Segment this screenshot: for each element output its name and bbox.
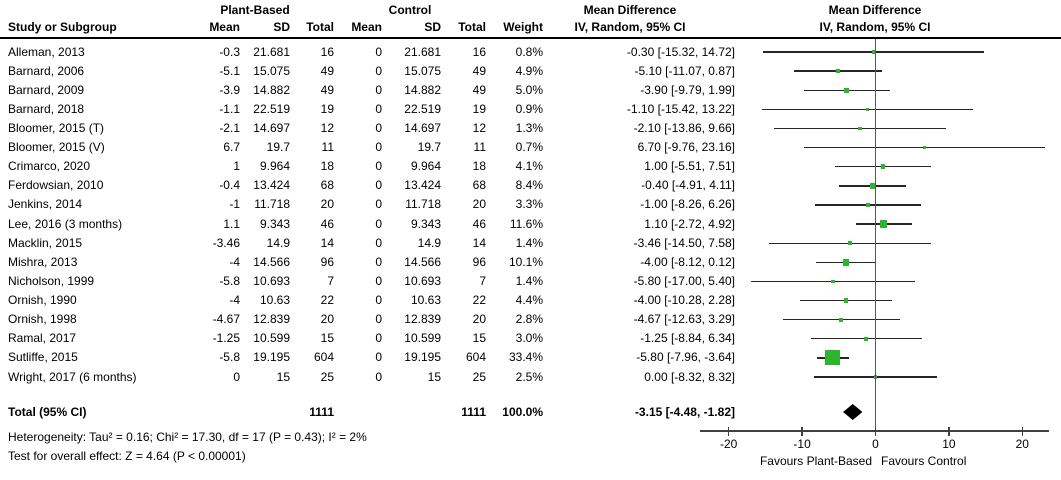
pb-mean-cell: -1 <box>229 197 240 212</box>
control-sd-cell: 19.195 <box>404 350 441 365</box>
control-sd-cell: 15 <box>427 369 441 384</box>
control-sd-cell: 9.343 <box>410 216 441 231</box>
study-name: Ornish, 1990 <box>8 293 77 308</box>
pb-mean-cell: -5.8 <box>219 273 240 288</box>
control-mean-cell: 0 <box>375 312 382 327</box>
weight-cell: 2.5% <box>515 369 543 384</box>
favours-left-label: Favours Plant-Based <box>759 454 872 468</box>
x-axis-tick-label: 20 <box>1015 437 1029 451</box>
pb-mean-cell: 1.1 <box>223 216 240 231</box>
control-total-cell: 15 <box>472 331 486 346</box>
effect-square-marker <box>864 337 868 341</box>
pb-sd-cell: 14.882 <box>253 82 290 97</box>
effect-square-marker <box>825 350 840 365</box>
effect-square-marker <box>848 241 852 245</box>
pb-total-cell: 14 <box>320 235 334 250</box>
control-mean-cell: 0 <box>375 159 382 174</box>
effect-square-marker <box>836 69 841 74</box>
pb-mean-cell: -1.1 <box>219 101 240 116</box>
md-ci-cell: 6.70 [-9.76, 23.16] <box>637 140 735 155</box>
col-header-control-sd: SD <box>424 20 441 34</box>
study-name: Bloomer, 2015 (T) <box>8 120 105 135</box>
effect-square-marker <box>881 164 885 168</box>
pb-total-cell: 16 <box>320 44 334 59</box>
study-name: Sutliffe, 2015 <box>8 350 78 365</box>
header-separator-line <box>0 37 1061 39</box>
pb-total-cell: 49 <box>320 63 334 78</box>
pb-total-cell: 20 <box>320 197 334 212</box>
control-sd-cell: 11.718 <box>405 197 441 212</box>
pb-mean-cell: -4.67 <box>212 312 240 327</box>
study-name: Mishra, 2013 <box>8 254 78 269</box>
control-total-cell: 11 <box>473 140 486 155</box>
control-mean-cell: 0 <box>375 140 382 155</box>
study-row <box>0 348 1061 367</box>
col-header-control-mean: Mean <box>351 20 382 34</box>
pb-total-cell: 96 <box>320 254 334 269</box>
pb-mean-cell: -5.8 <box>219 350 240 365</box>
weight-cell: 0.9% <box>515 101 543 116</box>
control-total-cell: 49 <box>472 63 486 78</box>
x-axis-tick <box>1022 427 1024 436</box>
control-total-cell: 12 <box>472 120 486 135</box>
control-total-cell: 7 <box>479 273 486 288</box>
pb-sd-cell: 12.839 <box>253 312 290 327</box>
study-row <box>0 291 1061 310</box>
md-ci-cell: 0.00 [-8.32, 8.32] <box>644 369 735 384</box>
control-total-cell: 16 <box>472 44 486 59</box>
effect-square-marker <box>843 259 850 266</box>
col-header-pb-total: Total <box>306 20 334 34</box>
total-weight: 100.0% <box>502 404 543 419</box>
pb-sd-cell: 11.718 <box>254 197 290 212</box>
pb-mean-cell: -0.4 <box>219 178 240 193</box>
effect-square-marker <box>844 298 849 303</box>
pb-sd-cell: 14.566 <box>253 254 290 269</box>
pb-sd-cell: 15.075 <box>253 63 290 78</box>
pb-total-cell: 18 <box>320 159 334 174</box>
study-row <box>0 253 1061 272</box>
weight-cell: 33.4% <box>508 350 543 365</box>
control-mean-cell: 0 <box>375 369 382 384</box>
pb-sd-cell: 19.195 <box>253 350 290 365</box>
pb-mean-cell: 6.7 <box>223 140 240 155</box>
weight-cell: 2.8% <box>515 312 543 327</box>
control-total-cell: 25 <box>472 369 486 384</box>
control-sd-cell: 13.424 <box>404 178 441 193</box>
control-total-cell: 20 <box>472 312 486 327</box>
zero-effect-line <box>875 39 877 431</box>
weight-cell: 4.9% <box>515 63 543 78</box>
control-sd-cell: 15.075 <box>404 63 441 78</box>
pb-total-cell: 25 <box>320 369 334 384</box>
heterogeneity-text: Heterogeneity: Tau² = 0.16; Chi² = 17.30, df = 17 (P = 0.43); I² = 2% <box>8 430 367 444</box>
control-mean-cell: 0 <box>375 82 382 97</box>
x-axis-tick-label: -20 <box>720 437 738 451</box>
effect-square-marker <box>839 318 843 322</box>
pb-mean-cell: -3.9 <box>219 82 240 97</box>
col-header-study: Study or Subgroup <box>8 20 117 34</box>
pb-mean-cell: -3.46 <box>212 235 240 250</box>
md-ci-cell: -1.00 [-8.26, 6.26] <box>640 197 735 212</box>
md-ci-cell: -4.67 [-12.63, 3.29] <box>633 312 735 327</box>
pb-mean-cell: -1.25 <box>212 331 240 346</box>
x-axis-tick-label: 0 <box>872 437 879 451</box>
md-ci-cell: -0.30 [-15.32, 14.72] <box>626 44 735 59</box>
study-name: Barnard, 2006 <box>8 63 85 78</box>
pb-mean-cell: -0.3 <box>219 44 240 59</box>
control-total-cell: 604 <box>465 350 486 365</box>
pb-sd-cell: 13.424 <box>253 178 290 193</box>
total-pb-total: 1111 <box>309 404 334 419</box>
group-header-mean-difference-text: Mean Difference <box>583 3 677 17</box>
study-name: Crimarco, 2020 <box>8 159 91 174</box>
effect-square-marker <box>844 88 849 93</box>
pb-sd-cell: 22.519 <box>253 101 290 116</box>
effect-square-marker <box>866 203 870 207</box>
study-name: Macklin, 2015 <box>8 235 83 250</box>
group-header-control: Control <box>388 3 432 17</box>
pb-mean-cell: -2.1 <box>219 120 240 135</box>
md-ci-cell: -4.00 [-10.28, 2.28] <box>633 293 735 308</box>
weight-cell: 4.4% <box>515 293 543 308</box>
study-name: Wright, 2017 (6 months) <box>8 369 137 384</box>
weight-cell: 5.0% <box>515 82 543 97</box>
total-label: Total (95% CI) <box>8 404 87 419</box>
md-ci-cell: -4.00 [-8.12, 0.12] <box>640 254 735 269</box>
study-name: Ramal, 2017 <box>8 331 77 346</box>
pb-sd-cell: 9.343 <box>259 216 290 231</box>
x-axis-tick-label: -10 <box>793 437 811 451</box>
control-total-cell: 18 <box>472 159 486 174</box>
effect-square-marker <box>831 280 835 284</box>
control-sd-cell: 21.681 <box>404 44 441 59</box>
pooled-diamond-marker <box>843 404 863 420</box>
study-row <box>0 62 1061 81</box>
x-axis-tick <box>728 427 730 436</box>
md-ci-cell: -2.10 [-13.86, 9.66] <box>633 120 735 135</box>
total-row <box>0 403 1061 422</box>
pb-mean-cell: -5.1 <box>219 63 240 78</box>
pb-total-cell: 12 <box>320 120 334 135</box>
pb-total-cell: 19 <box>320 101 334 116</box>
pb-sd-cell: 10.693 <box>253 273 290 288</box>
control-mean-cell: 0 <box>375 101 382 116</box>
md-ci-cell: -1.10 [-15.42, 13.22] <box>626 101 735 116</box>
control-sd-cell: 9.964 <box>410 159 441 174</box>
weight-cell: 0.7% <box>515 140 543 155</box>
control-mean-cell: 0 <box>375 293 382 308</box>
control-sd-cell: 10.599 <box>404 331 441 346</box>
control-mean-cell: 0 <box>375 44 382 59</box>
control-sd-cell: 10.63 <box>410 293 441 308</box>
pb-total-cell: 11 <box>321 140 334 155</box>
study-name: Ferdowsian, 2010 <box>8 178 104 193</box>
col-header-pb-mean: Mean <box>209 20 240 34</box>
control-total-cell: 96 <box>472 254 486 269</box>
study-row <box>0 310 1061 329</box>
pb-sd-cell: 19.7 <box>266 140 290 155</box>
group-header-plant-based: Plant-Based <box>220 3 290 17</box>
study-row <box>0 81 1061 100</box>
md-ci-cell: -1.25 [-8.84, 6.34] <box>640 331 735 346</box>
pb-sd-cell: 21.681 <box>253 44 290 59</box>
control-mean-cell: 0 <box>375 197 382 212</box>
x-axis-tick <box>948 427 950 436</box>
pb-total-cell: 604 <box>313 350 334 365</box>
effect-square-marker <box>866 108 869 111</box>
control-mean-cell: 0 <box>375 331 382 346</box>
pb-mean-cell: 0 <box>233 369 240 384</box>
md-ci-cell: -5.80 [-7.96, -3.64] <box>636 350 735 365</box>
study-name: Alleman, 2013 <box>8 44 85 59</box>
pb-sd-cell: 14.697 <box>253 120 290 135</box>
pb-sd-cell: 9.964 <box>259 159 290 174</box>
study-name: Barnard, 2009 <box>8 82 85 97</box>
md-ci-cell: 1.00 [-5.51, 7.51] <box>644 159 735 174</box>
col-header-weight: Weight <box>503 20 543 34</box>
pb-total-cell: 49 <box>320 82 334 97</box>
pb-total-cell: 20 <box>320 312 334 327</box>
control-sd-cell: 22.519 <box>404 101 441 116</box>
control-total-cell: 46 <box>472 216 486 231</box>
pb-total-cell: 46 <box>320 216 334 231</box>
pb-sd-cell: 15 <box>276 369 290 384</box>
control-total-cell: 14 <box>472 235 486 250</box>
weight-cell: 1.3% <box>515 120 543 135</box>
total-md-ci: -3.15 [-4.48, -1.82] <box>634 404 735 419</box>
control-sd-cell: 12.839 <box>404 312 441 327</box>
control-mean-cell: 0 <box>375 178 382 193</box>
col-header-pb-sd: SD <box>273 20 290 34</box>
weight-cell: 3.3% <box>515 197 543 212</box>
control-sd-cell: 14.566 <box>404 254 441 269</box>
md-ci-cell: -3.90 [-9.79, 1.99] <box>640 82 735 97</box>
control-sd-cell: 14.697 <box>404 120 441 135</box>
favours-right-label: Favours Control <box>881 454 967 468</box>
md-ci-cell: -3.46 [-14.50, 7.58] <box>633 235 735 250</box>
weight-cell: 4.1% <box>515 159 543 174</box>
effect-square-marker <box>923 146 926 149</box>
control-sd-cell: 14.9 <box>417 235 441 250</box>
md-ci-cell: -5.80 [-17.00, 5.40] <box>633 273 735 288</box>
pb-mean-cell: -4 <box>229 293 240 308</box>
control-total-cell: 19 <box>472 101 486 116</box>
study-name: Nicholson, 1999 <box>8 273 95 288</box>
weight-cell: 10.1% <box>508 254 543 269</box>
pb-mean-cell: -4 <box>229 254 240 269</box>
md-ci-cell: -5.10 [-11.07, 0.87] <box>634 63 735 78</box>
col-header-control-total: Total <box>458 20 486 34</box>
control-total-cell: 68 <box>472 178 486 193</box>
overall-effect-text: Test for overall effect: Z = 4.64 (P < 0.00001) <box>8 449 246 463</box>
col-header-iv-random-ci-text: IV, Random, 95% CI <box>574 20 686 34</box>
weight-cell: 1.4% <box>515 273 543 288</box>
pb-sd-cell: 14.9 <box>266 235 290 250</box>
study-name: Lee, 2016 (3 months) <box>8 216 123 231</box>
study-name: Ornish, 1998 <box>8 312 77 327</box>
pb-sd-cell: 10.63 <box>259 293 290 308</box>
control-mean-cell: 0 <box>375 63 382 78</box>
study-name: Barnard, 2018 <box>8 101 85 116</box>
weight-cell: 3.0% <box>515 331 543 346</box>
pb-total-cell: 15 <box>320 331 334 346</box>
total-control-total: 1111 <box>461 404 486 419</box>
weight-cell: 8.4% <box>515 178 543 193</box>
col-header-iv-random-ci-plot: IV, Random, 95% CI <box>819 20 931 34</box>
study-name: Jenkins, 2014 <box>8 197 83 212</box>
pb-sd-cell: 10.599 <box>253 331 290 346</box>
control-mean-cell: 0 <box>375 350 382 365</box>
control-mean-cell: 0 <box>375 120 382 135</box>
effect-square-marker <box>858 127 861 130</box>
study-name: Bloomer, 2015 (V) <box>8 140 105 155</box>
x-axis-tick <box>875 427 877 436</box>
effect-square-marker <box>880 220 887 227</box>
control-mean-cell: 0 <box>375 216 382 231</box>
control-total-cell: 49 <box>472 82 486 97</box>
md-ci-cell: 1.10 [-2.72, 4.92] <box>644 216 735 231</box>
group-header-mean-difference-plot: Mean Difference <box>828 3 922 17</box>
pb-mean-cell: 1 <box>233 159 240 174</box>
control-sd-cell: 19.7 <box>417 140 441 155</box>
weight-cell: 11.6% <box>509 216 543 231</box>
pb-total-cell: 7 <box>327 273 334 288</box>
x-axis-tick-label: 10 <box>942 437 956 451</box>
control-total-cell: 20 <box>472 197 486 212</box>
control-total-cell: 22 <box>472 293 486 308</box>
pb-total-cell: 22 <box>320 293 334 308</box>
control-sd-cell: 10.693 <box>404 273 441 288</box>
md-ci-cell: -0.40 [-4.91, 4.11] <box>641 178 735 193</box>
x-axis-tick <box>801 427 803 436</box>
control-mean-cell: 0 <box>375 235 382 250</box>
control-sd-cell: 14.882 <box>404 82 441 97</box>
weight-cell: 1.4% <box>515 235 543 250</box>
pb-total-cell: 68 <box>320 178 334 193</box>
control-mean-cell: 0 <box>375 273 382 288</box>
control-mean-cell: 0 <box>375 254 382 269</box>
weight-cell: 0.8% <box>515 44 543 59</box>
